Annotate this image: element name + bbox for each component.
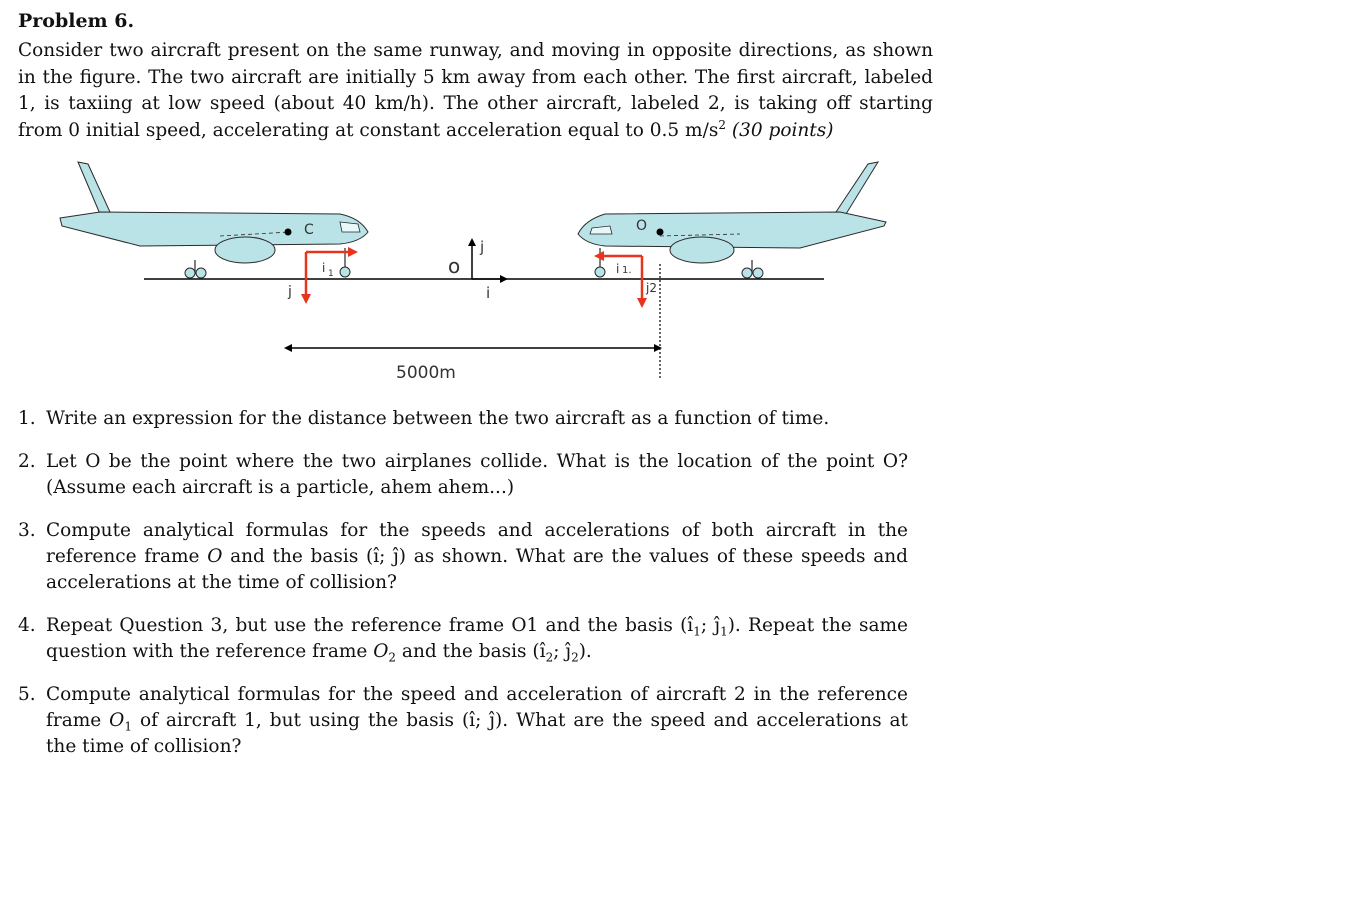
i-arrowhead xyxy=(500,275,508,283)
center-of-mass-c xyxy=(285,229,292,236)
aircraft-2-rear-wheel xyxy=(742,268,752,278)
question-text-c: ). Repeat the same question with the reference frame xyxy=(46,615,908,662)
j-arrowhead xyxy=(468,238,476,246)
frame-o2: O xyxy=(373,641,389,662)
aircraft-2-fuselage xyxy=(578,212,886,248)
frame-o: O xyxy=(207,546,223,567)
question-list xyxy=(18,406,908,777)
question-text-a: Compute analytical formulas for the speeds and accelerations of both aircraft in the reference frame xyxy=(46,520,908,567)
aircraft-1-tail xyxy=(78,162,110,214)
distance-label: 5000m xyxy=(396,363,456,383)
i2-arrowhead xyxy=(594,251,604,261)
runway-figure xyxy=(40,152,890,392)
question-2 xyxy=(18,449,908,501)
i1-arrowhead xyxy=(348,247,358,257)
label-i-origin: i xyxy=(486,284,491,302)
sub-o2: 2 xyxy=(388,650,397,665)
label-j2: j2 xyxy=(646,281,657,295)
question-4 xyxy=(18,613,908,665)
problem-page xyxy=(18,8,933,144)
label-i2-sub: 1. xyxy=(622,265,632,276)
label-i1-sub: 1 xyxy=(328,269,334,279)
question-number: 1. xyxy=(18,408,36,429)
intro-superscript: 2 xyxy=(718,117,726,132)
aircraft-1-rear-wheel xyxy=(185,268,195,278)
question-text: Let O be the point where the two airplanes collide. What is the location of the point O? (Assume each aircraft is a particle, ahem ahem...) xyxy=(46,451,908,498)
question-text-a: Repeat Question 3, but use the reference frame O1 and the basis (î xyxy=(46,615,694,636)
j1-arrowhead xyxy=(301,294,311,304)
question-text-g: ). xyxy=(578,641,592,662)
aircraft-2-engine xyxy=(670,237,734,263)
problem-intro xyxy=(18,38,933,144)
sub-i2: 2 xyxy=(545,650,554,665)
question-number: 4. xyxy=(18,615,36,636)
sub-j2: 2 xyxy=(571,650,579,665)
question-text-c: and the basis (î; ĵ) as shown. What are the values of these speeds and accelerations at the time of collision? xyxy=(46,546,908,593)
origin-frame xyxy=(448,238,508,302)
label-j-origin: j xyxy=(480,238,485,256)
sub-o1: 1 xyxy=(124,719,132,734)
j2-arrowhead xyxy=(637,298,647,308)
question-text-e: and the basis (î xyxy=(396,641,546,662)
question-number: 2. xyxy=(18,451,36,472)
intro-text: Consider two aircraft present on the same runway, and moving in opposite directions, as shown in the figure. The two aircraft are initially 5 km away from each other. The first aircraft, labeled 1, is taxiing at low speed (about 40 km/h). The other aircraft, labeled 2, is taking off starting from 0 initial speed, accelerating at constant acceleration equal to 0.5 m/s xyxy=(18,40,933,141)
aircraft-2 xyxy=(578,162,886,278)
sub-i1: 1 xyxy=(693,624,701,639)
aircraft-2-center xyxy=(657,229,664,236)
label-o: O xyxy=(636,218,648,234)
question-3 xyxy=(18,518,908,596)
aircraft-1-engine xyxy=(215,237,275,263)
question-1 xyxy=(18,406,908,432)
aircraft-1-fuselage xyxy=(60,212,368,246)
question-5 xyxy=(18,682,908,760)
label-i1: i xyxy=(322,261,326,275)
aircraft-2-front-wheel xyxy=(595,267,605,277)
question-text-f: ; ĵ xyxy=(553,641,572,662)
distance-dimension xyxy=(284,344,662,383)
points-label: (30 points) xyxy=(731,119,834,141)
question-text-c: of aircraft 1, but using the basis (î; ĵ). What are the speed and accelerations at the time of collision? xyxy=(46,710,908,757)
question-number: 3. xyxy=(18,520,36,541)
sub-j1: 1 xyxy=(720,624,728,639)
question-text-b: ; ĵ xyxy=(700,615,721,636)
problem-title: Problem 6. xyxy=(18,10,135,32)
question-text: Write an expression for the distance between the two aircraft as a function of time. xyxy=(46,408,830,429)
aircraft-2-tail xyxy=(836,162,878,214)
label-o-origin: o xyxy=(448,254,461,278)
aircraft-1-front-wheel xyxy=(340,267,350,277)
label-j1: j xyxy=(288,284,292,300)
frame-o1: O xyxy=(109,710,125,731)
question-text-a: Compute analytical formulas for the speed and acceleration of aircraft 2 in the reference frame xyxy=(46,684,908,731)
label-c: C xyxy=(304,222,314,238)
label-i2: i xyxy=(616,262,620,276)
question-number: 5. xyxy=(18,684,36,705)
